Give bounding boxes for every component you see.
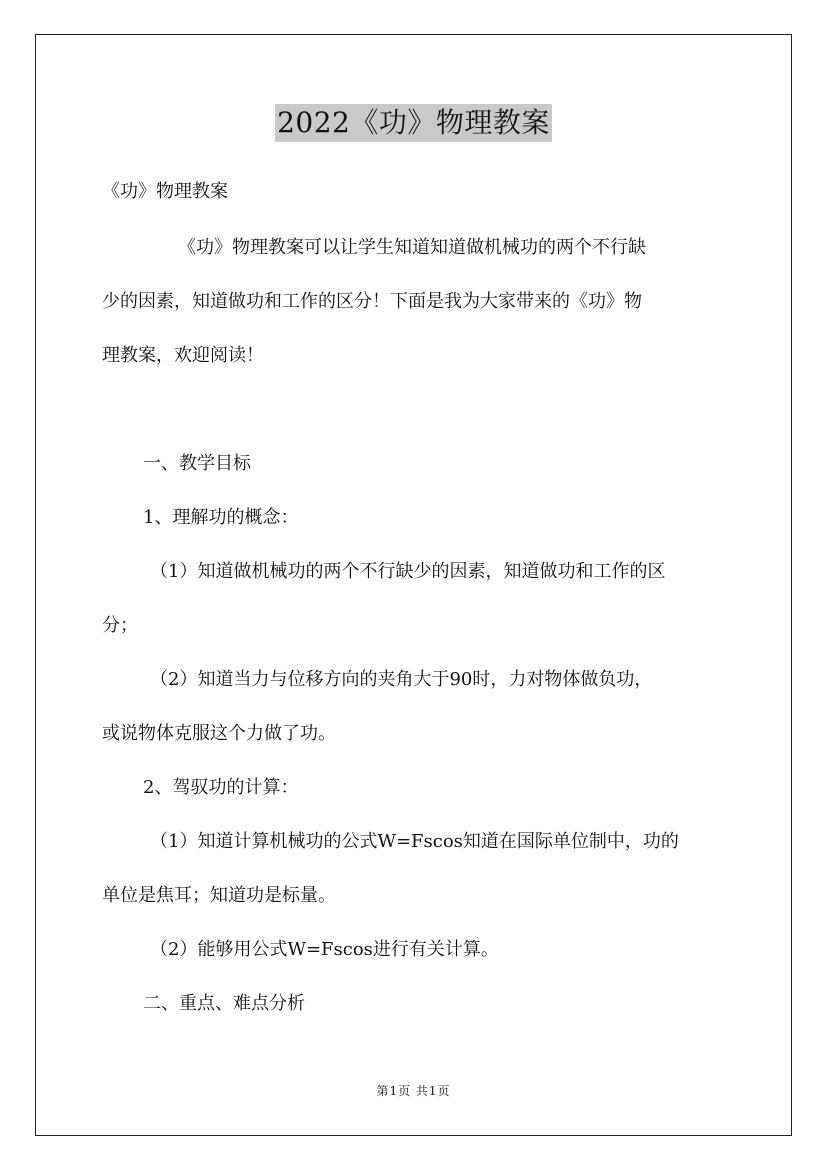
paragraph-line: 少的因素，知道做功和工作的区分！下面是我为大家带来的《功》物 xyxy=(102,291,642,312)
paragraph-line: 《功》物理教案可以让学生知道知道做机械功的两个不行缺 xyxy=(178,237,646,258)
paragraph-line: 理教案，欢迎阅读！ xyxy=(102,345,264,366)
paragraph-line: 分； xyxy=(102,615,138,636)
section-heading: 一、教学目标 xyxy=(143,453,251,474)
subsection-heading: 1、理解功的概念： xyxy=(143,507,299,528)
paragraph-line: 单位是焦耳；知道功是标量。 xyxy=(102,885,336,906)
page-number-footer: 第1页 共1页 xyxy=(376,1084,451,1098)
subtitle-line: 《功》物理教案 xyxy=(102,181,228,202)
paragraph-line: 或说物体克服这个力做了功。 xyxy=(102,723,336,744)
paragraph-line: （2）知道当力与位移方向的夹角大于90时，力对物体做负功， xyxy=(150,669,653,690)
title-container xyxy=(0,104,827,142)
subsection-heading: 2、驾驭功的计算： xyxy=(143,777,299,798)
paragraph-line: （1）知道计算机械功的公式W=Fscos知道在国际单位制中，功的 xyxy=(150,831,679,852)
section-heading: 二、重点、难点分析 xyxy=(143,993,305,1014)
paragraph-line: （1）知道做机械功的两个不行缺少的因素，知道做功和工作的区 xyxy=(150,561,666,582)
paragraph-line: （2）能够用公式W=Fscos进行有关计算。 xyxy=(150,939,499,960)
document-title: 2022《功》物理教案 xyxy=(275,104,552,142)
